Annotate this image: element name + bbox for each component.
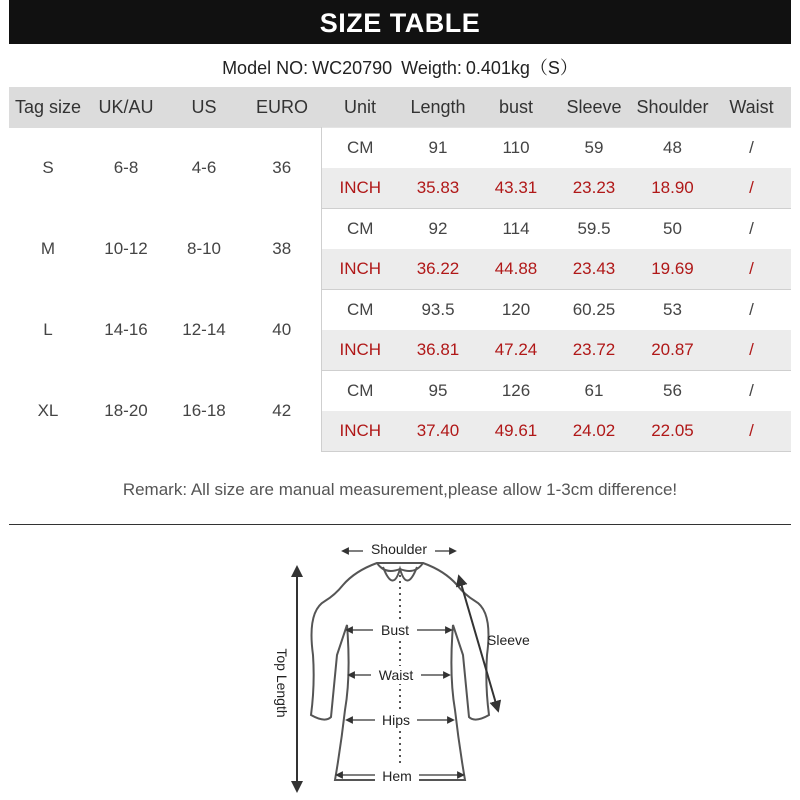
- shoulder-cell: 18.90: [633, 168, 712, 209]
- sleeve-cell: 23.43: [555, 249, 633, 290]
- tag-size-cell: M: [9, 209, 87, 290]
- euro-cell: 42: [243, 371, 321, 452]
- uk-cell: 6-8: [87, 128, 165, 209]
- euro-cell: 40: [243, 290, 321, 371]
- shoulder-label: Shoulder: [370, 541, 428, 557]
- euro-cell: 38: [243, 209, 321, 290]
- unit-cell: CM: [321, 128, 399, 169]
- sleeve-cell: 61: [555, 371, 633, 412]
- unit-cell: INCH: [321, 411, 399, 452]
- us-cell: 12-14: [165, 290, 243, 371]
- hips-label: Hips: [381, 712, 411, 728]
- length-cell: 92: [399, 209, 477, 250]
- waist-cell: /: [712, 330, 791, 371]
- tag-size-cell: S: [9, 128, 87, 209]
- us-cell: 4-6: [165, 128, 243, 209]
- bust-cell: 126: [477, 371, 555, 412]
- bust-label: Bust: [380, 622, 410, 638]
- waist-cell: /: [712, 371, 791, 412]
- table-row: [9, 290, 791, 331]
- length-cell: 37.40: [399, 411, 477, 452]
- weight-label: Weigth:: [401, 58, 462, 78]
- length-cell: 36.81: [399, 330, 477, 371]
- header-length: Length: [399, 87, 477, 128]
- table-row: [9, 128, 791, 169]
- header-shoulder: Shoulder: [633, 87, 712, 128]
- tag-size-cell: XL: [9, 371, 87, 452]
- hem-label: Hem: [382, 768, 412, 784]
- header-row: [9, 87, 791, 128]
- sleeve-cell: 23.23: [555, 168, 633, 209]
- sleeve-cell: 60.25: [555, 290, 633, 331]
- model-info: [0, 54, 800, 80]
- waist-cell: /: [712, 209, 791, 250]
- uk-cell: 18-20: [87, 371, 165, 452]
- unit-cell: INCH: [321, 168, 399, 209]
- top-length-label: Top Length: [274, 648, 290, 718]
- header-unit: Unit: [321, 87, 399, 128]
- header-sleeve: Sleeve: [555, 87, 633, 128]
- euro-cell: 36: [243, 128, 321, 209]
- table-row: [9, 209, 791, 250]
- bust-cell: 120: [477, 290, 555, 331]
- size-table-title: SIZE TABLE: [9, 0, 791, 44]
- unit-cell: INCH: [321, 330, 399, 371]
- model-number: WC20790: [312, 58, 393, 78]
- size-table: [9, 87, 791, 452]
- tag-size-cell: L: [9, 290, 87, 371]
- bust-cell: 110: [477, 128, 555, 169]
- measurement-diagram: [255, 535, 555, 797]
- unit-cell: CM: [321, 290, 399, 331]
- shoulder-cell: 53: [633, 290, 712, 331]
- waist-cell: /: [712, 249, 791, 290]
- table-row: [9, 371, 791, 412]
- header-uk-au: UK/AU: [87, 87, 165, 128]
- uk-cell: 14-16: [87, 290, 165, 371]
- shoulder-cell: 50: [633, 209, 712, 250]
- us-cell: 8-10: [165, 209, 243, 290]
- us-cell: 16-18: [165, 371, 243, 452]
- waist-label: Waist: [378, 667, 414, 683]
- waist-cell: /: [712, 168, 791, 209]
- waist-cell: /: [712, 411, 791, 452]
- remark-text: Remark: All size are manual measurement,please allow 1-3cm difference!: [122, 480, 678, 499]
- sleeve-cell: 59.5: [555, 209, 633, 250]
- bust-cell: 43.31: [477, 168, 555, 209]
- header-us: US: [165, 87, 243, 128]
- length-cell: 91: [399, 128, 477, 169]
- shoulder-cell: 22.05: [633, 411, 712, 452]
- shoulder-cell: 56: [633, 371, 712, 412]
- bust-cell: 49.61: [477, 411, 555, 452]
- shoulder-cell: 20.87: [633, 330, 712, 371]
- sleeve-cell: 59: [555, 128, 633, 169]
- unit-cell: INCH: [321, 249, 399, 290]
- divider: [9, 524, 791, 525]
- uk-cell: 10-12: [87, 209, 165, 290]
- length-cell: 95: [399, 371, 477, 412]
- shoulder-cell: 19.69: [633, 249, 712, 290]
- bust-cell: 47.24: [477, 330, 555, 371]
- length-cell: 93.5: [399, 290, 477, 331]
- header-bust: bust: [477, 87, 555, 128]
- bust-cell: 114: [477, 209, 555, 250]
- unit-cell: CM: [321, 371, 399, 412]
- bust-cell: 44.88: [477, 249, 555, 290]
- length-cell: 36.22: [399, 249, 477, 290]
- sleeve-label: Sleeve: [487, 632, 530, 648]
- header-euro: EURO: [243, 87, 321, 128]
- waist-cell: /: [712, 290, 791, 331]
- sleeve-cell: 24.02: [555, 411, 633, 452]
- header-waist: Waist: [712, 87, 791, 128]
- model-label: Model NO:: [222, 58, 309, 78]
- waist-cell: /: [712, 128, 791, 169]
- weight-value: 0.401kg（S）: [465, 58, 578, 78]
- header-tag-size: Tag size: [9, 87, 87, 128]
- shoulder-cell: 48: [633, 128, 712, 169]
- unit-cell: CM: [321, 209, 399, 250]
- length-cell: 35.83: [399, 168, 477, 209]
- sleeve-cell: 23.72: [555, 330, 633, 371]
